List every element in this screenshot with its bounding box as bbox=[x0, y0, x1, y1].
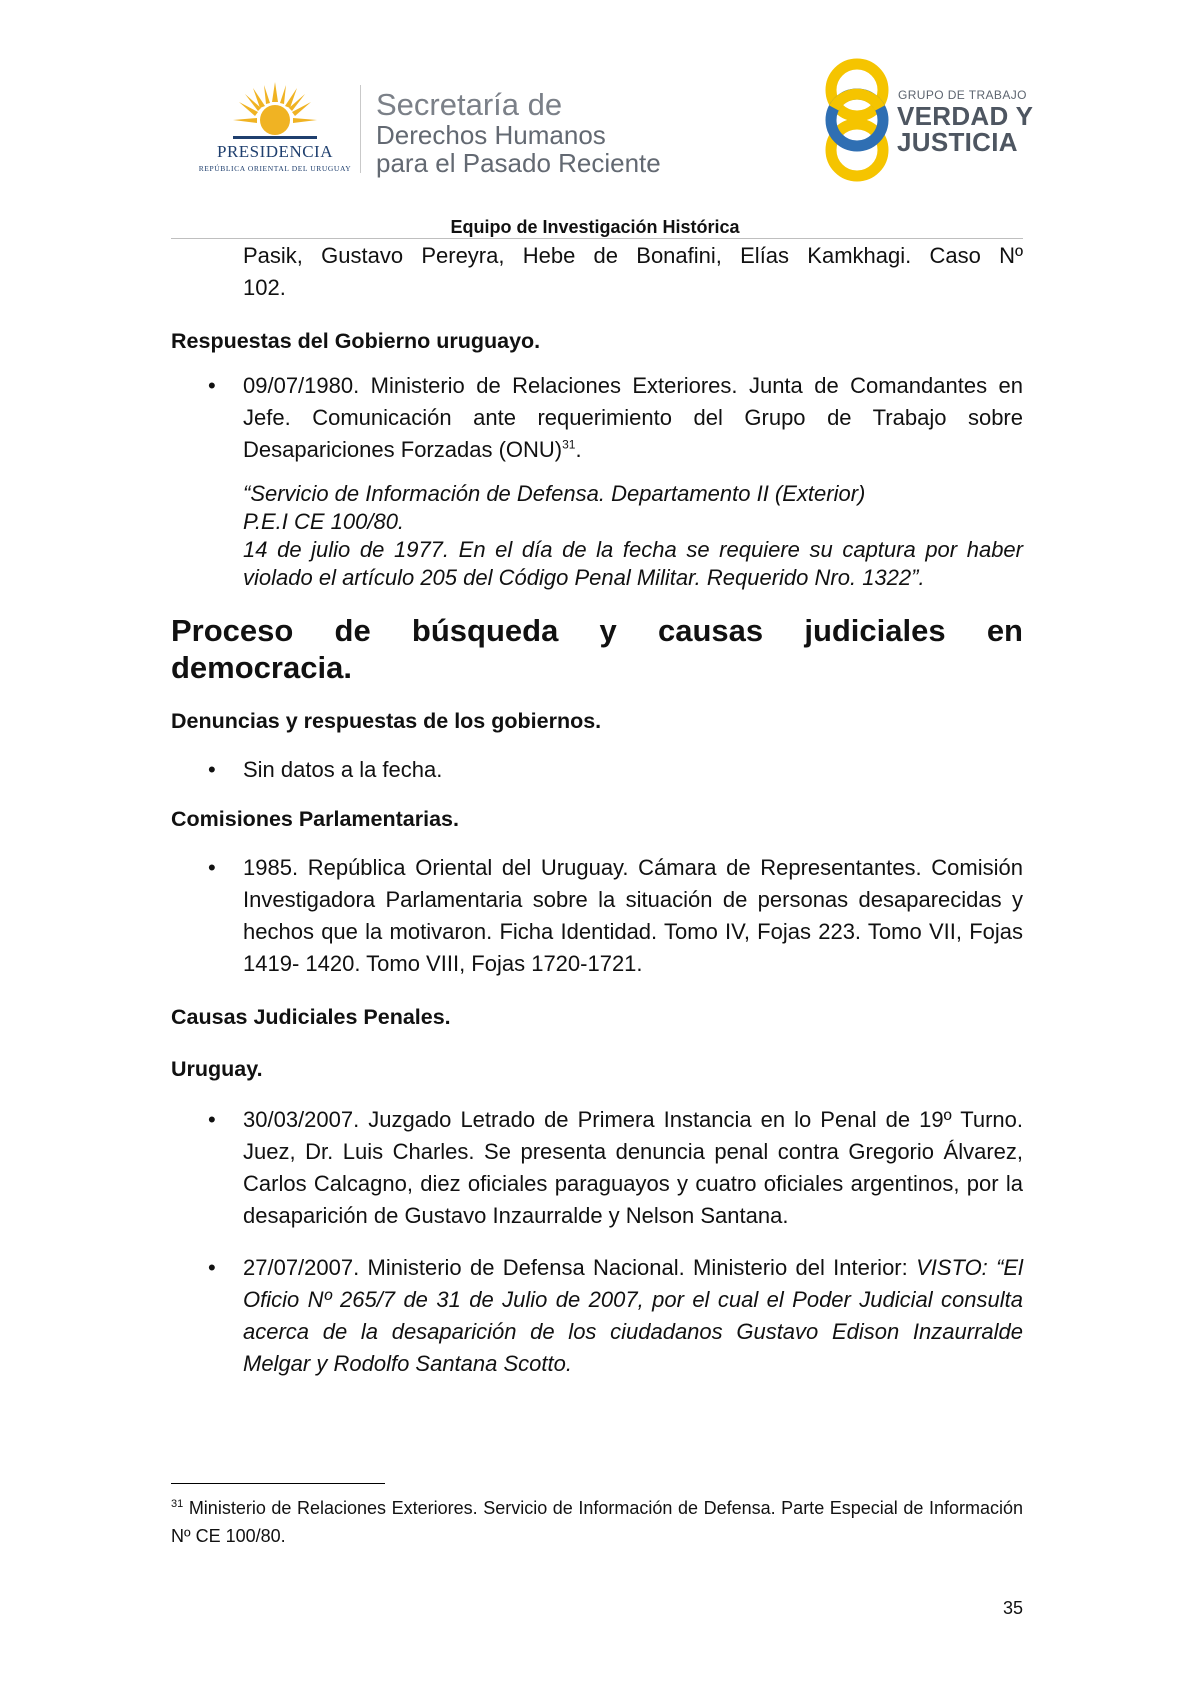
heading-comisiones: Comisiones Parlamentarias. bbox=[171, 807, 459, 831]
bullet-text: 09/07/1980. Ministerio de Relaciones Exteriores. Junta de Comandantes en Jefe. Comunicación ante requerimiento del Grupo de Trabajo sobre Desapariciones Forzadas (ONU) bbox=[243, 373, 1023, 462]
logo-divider bbox=[360, 85, 361, 173]
footnote bbox=[171, 1494, 1023, 1550]
list-item bbox=[171, 852, 1023, 980]
intro-line-1: Pasik, Gustavo Pereyra, Hebe de Bonafini, Elías Kamkhagi. Caso Nº bbox=[243, 243, 1023, 268]
presidencia-logo bbox=[195, 80, 355, 180]
secretaria-logo bbox=[376, 88, 661, 177]
quote-block bbox=[243, 480, 1023, 592]
grupo-trabajo-label: GRUPO DE TRABAJO bbox=[898, 88, 1027, 102]
page-number: 35 bbox=[1002, 1598, 1023, 1618]
section-title-line-2: democracia. bbox=[171, 650, 352, 685]
list-item bbox=[171, 1252, 1023, 1380]
heading-uruguay: Uruguay. bbox=[171, 1057, 263, 1081]
section-title bbox=[171, 612, 1023, 686]
bullet-icon: • bbox=[208, 855, 216, 880]
secretaria-line-3: para el Pasado Reciente bbox=[376, 148, 661, 178]
list-item bbox=[171, 1104, 1023, 1232]
bullet-icon: • bbox=[208, 1107, 216, 1132]
bullet-text: 27/07/2007. Ministerio de Defensa Nacional. Ministerio del Interior: bbox=[243, 1255, 917, 1280]
footnote-number: 31 bbox=[171, 1498, 184, 1510]
secretaria-line-1: Secretaría de bbox=[376, 87, 563, 122]
heading-denuncias: Denuncias y respuestas de los gobiernos. bbox=[171, 709, 602, 733]
page-body bbox=[171, 240, 1023, 1380]
section-title-line-1: Proceso de búsqueda y causas judiciales en bbox=[171, 613, 1023, 648]
justicia-line: JUSTICIA bbox=[897, 127, 1018, 157]
bullet-icon: • bbox=[208, 757, 216, 782]
bullet-text: 30/03/2007. Juzgado Letrado de Primera Instancia en lo Penal de 19º Turno. Juez, Dr. Luis Charles. Se presenta denuncia penal contra Gregorio Álvarez, Carlos Calcagno, diez oficiales paraguayos y cuatro oficiales argentinos, por la desaparición de Gustavo Inzaurralde y Nelson Santana. bbox=[243, 1107, 1023, 1228]
header-rule bbox=[171, 238, 1023, 239]
intro-line-2: 102. bbox=[243, 275, 286, 300]
bullet-icon: • bbox=[208, 373, 216, 398]
bullet-end: . bbox=[575, 437, 582, 462]
heading-causas: Causas Judiciales Penales. bbox=[171, 1005, 451, 1029]
heading-respuestas: Respuestas del Gobierno uruguayo. bbox=[171, 329, 541, 353]
bullet-text: 1985. República Oriental del Uruguay. Cámara de Representantes. Comisión Investigadora Parlamentaria sobre la situación de personas desaparecidas y hechos que la motivaron. Ficha Identidad. Tomo IV, Fojas 223. Tomo VII, Fojas 1419- 1420. Tomo VIII, Fojas 1720-1721. bbox=[243, 855, 1023, 976]
list-item bbox=[171, 370, 1023, 466]
interlocked-rings-icon bbox=[820, 58, 894, 182]
bullet-text: Sin datos a la fecha. bbox=[243, 757, 443, 782]
bullet-quote: VISTO: “El Oficio Nº 265/7 de 31 de Julio de 2007, por el cual el Poder Judicial consulta acerca de la desaparición de los ciudadanos Gustavo Edison Inzaurralde Melgar y Rodolfo Santana Scotto. bbox=[243, 1255, 1023, 1376]
sun-emblem-icon bbox=[233, 80, 317, 142]
list-item bbox=[171, 754, 1023, 786]
secretaria-line-2: Derechos Humanos bbox=[376, 120, 606, 150]
footnote-rule bbox=[171, 1483, 385, 1484]
verdad-line: VERDAD Y bbox=[897, 101, 1034, 131]
footnote-text: Ministerio de Relaciones Exteriores. Servicio de Información de Defensa. Parte Especial de Información Nº CE 100/80. bbox=[171, 1498, 1023, 1546]
quote-line-2: P.E.I CE 100/80. bbox=[243, 509, 405, 534]
header-team-name: Equipo de Investigación Histórica bbox=[450, 217, 740, 237]
quote-line-1: “Servicio de Información de Defensa. Departamento II (Exterior) bbox=[243, 481, 866, 506]
presidencia-name: PRESIDENCIA bbox=[216, 142, 333, 161]
bullet-icon: • bbox=[208, 1255, 216, 1280]
footnote-ref[interactable]: 31 bbox=[562, 437, 576, 452]
verdad-justicia-title bbox=[897, 103, 1033, 155]
presidencia-subtitle: REPÚBLICA ORIENTAL DEL URUGUAY bbox=[198, 164, 352, 173]
quote-line-3: 14 de julio de 1977. En el día de la fecha se requiere su captura por haber violado el artículo 205 del Código Penal Militar. Requerido Nro. 1322”. bbox=[243, 537, 1023, 590]
verdad-justicia-logo bbox=[820, 58, 1040, 182]
